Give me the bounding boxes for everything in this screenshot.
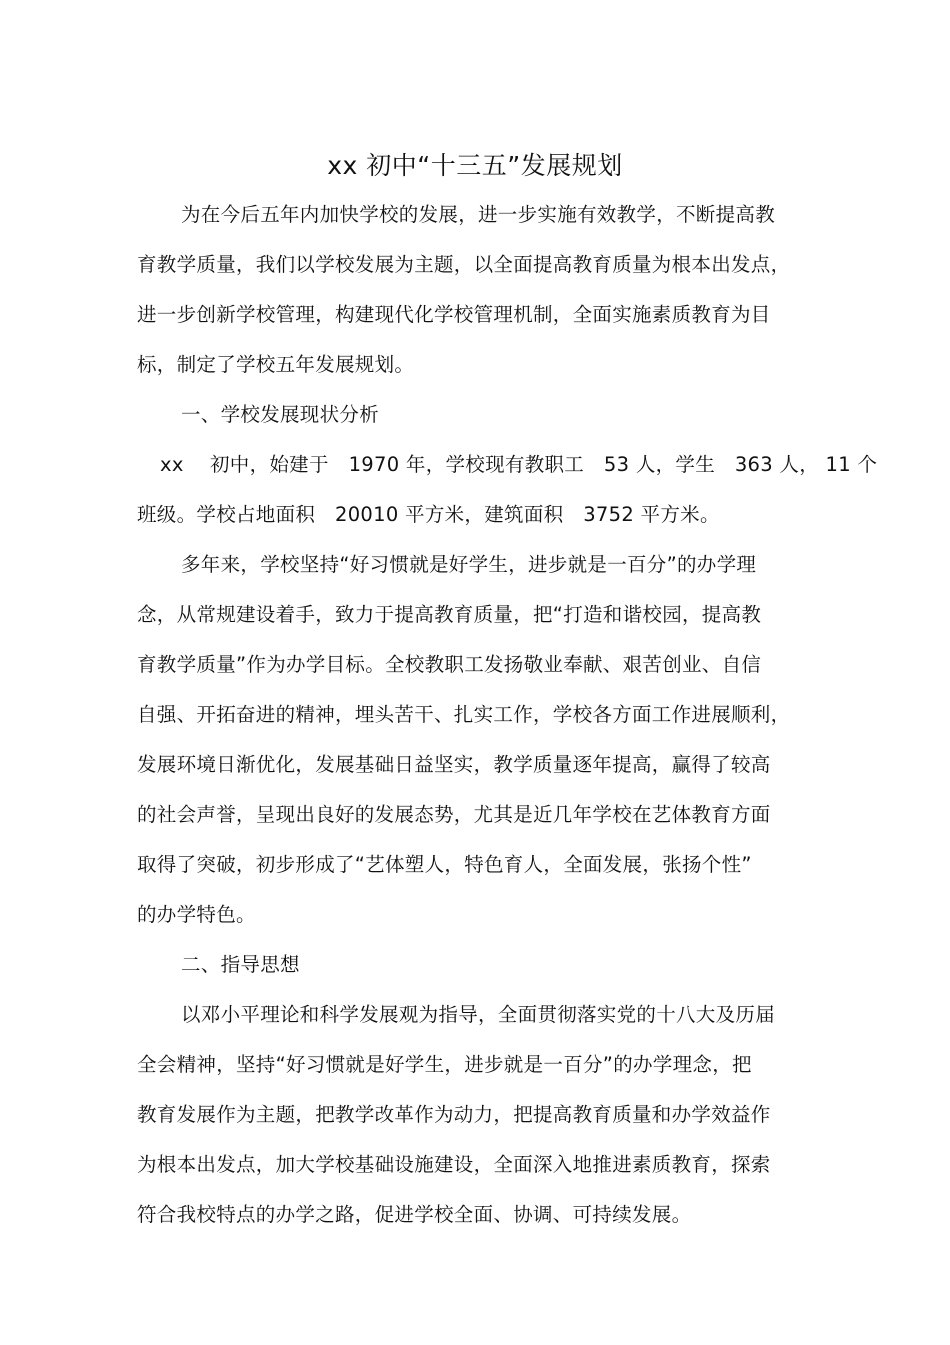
intro-line-1: 为在今后五年内加快学校的发展，进一步实施有效教学，不断提高教 bbox=[181, 203, 776, 226]
intro-line-4: 标，制定了学校五年发展规划。 bbox=[137, 353, 415, 376]
section1-para-line-2: 念，从常规建设着手，致力于提高教育质量，把“打造和谐校园，提高教 bbox=[137, 603, 762, 626]
section1-heading: 一、学校发展现状分析 bbox=[181, 403, 380, 426]
section2-para-line-5: 符合我校特点的办学之路，促进学校全面、协调、可持续发展。 bbox=[137, 1203, 692, 1226]
section1-para-line-8: 的办学特色。 bbox=[137, 903, 256, 926]
intro-line-2: 育教学质量，我们以学校发展为主题，以全面提高教育质量为根本出发点， bbox=[137, 253, 791, 276]
section2-para-line-2: 全会精神，坚持“好习惯就是好学生，进步就是一百分”的办学理念，把 bbox=[137, 1053, 752, 1076]
section1-stats-line-1: xx 初中，始建于 1970 年，学校现有教职工 53 人，学生 363 人， 11 个 bbox=[160, 453, 878, 476]
intro-line-3: 进一步创新学校管理，构建现代化学校管理机制，全面实施素质教育为目 bbox=[137, 303, 771, 326]
section1-para-line-1: 多年来，学校坚持“好习惯就是好学生，进步就是一百分”的办学理 bbox=[181, 553, 757, 576]
section1-para-line-4: 自强、开拓奋进的精神，埋头苦干、扎实工作，学校各方面工作进展顺利， bbox=[137, 703, 791, 726]
section1-para-line-6: 的社会声誉，呈现出良好的发展态势，尤其是近几年学校在艺体教育方面 bbox=[137, 803, 771, 826]
section2-heading: 二、指导思想 bbox=[181, 953, 300, 976]
section2-para-line-1: 以邓小平理论和科学发展观为指导，全面贯彻落实党的十八大及历届 bbox=[181, 1003, 776, 1026]
section1-stats-line-2: 班级。学校占地面积 20010 平方米，建筑面积 3752 平方米。 bbox=[137, 503, 720, 526]
section2-para-line-3: 教育发展作为主题，把教学改革作为动力，把提高教育质量和办学效益作 bbox=[137, 1103, 771, 1126]
section1-para-line-3: 育教学质量”作为办学目标。全校教职工发扬敬业奉献、艰苦创业、自信 bbox=[137, 653, 762, 676]
document-title: xx 初中“十三五”发展规划 bbox=[327, 151, 623, 180]
section2-para-line-4: 为根本出发点，加大学校基础设施建设，全面深入地推进素质教育，探索 bbox=[137, 1153, 771, 1176]
section1-para-line-5: 发展环境日渐优化，发展基础日益坚实，教学质量逐年提高，赢得了较高 bbox=[137, 753, 771, 776]
section1-para-line-7: 取得了突破，初步形成了“艺体塑人，特色育人，全面发展，张扬个性” bbox=[137, 853, 752, 876]
